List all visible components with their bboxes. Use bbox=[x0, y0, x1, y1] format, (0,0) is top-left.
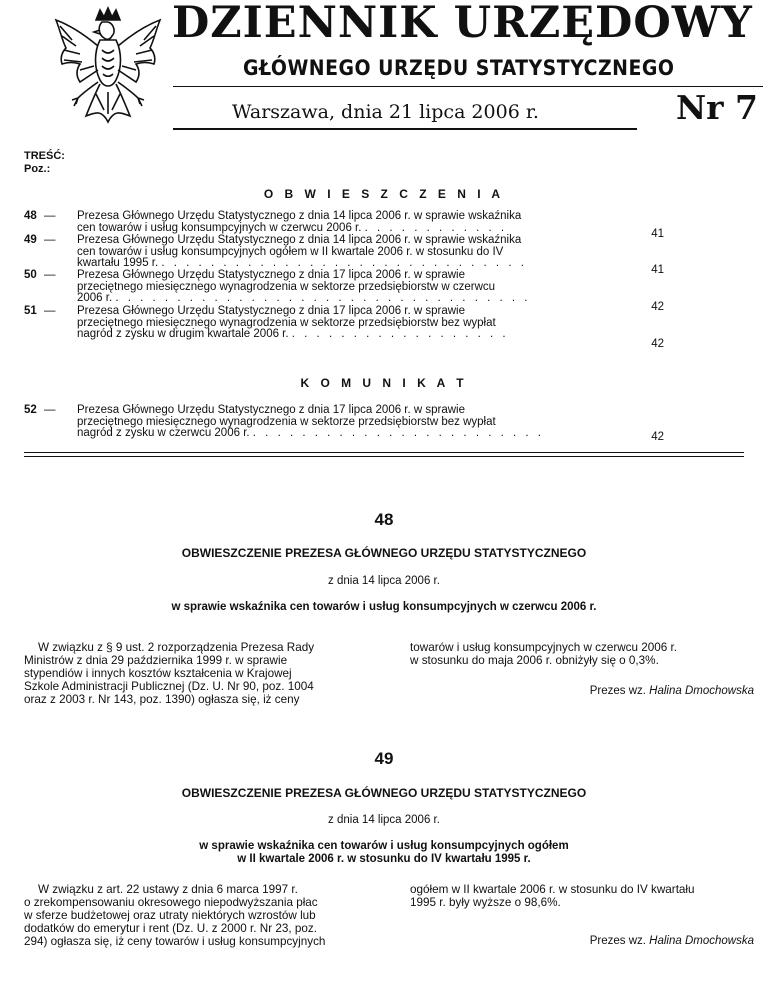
document-body-right bbox=[410, 883, 755, 909]
body-line: 1995 r. były wyższe o 98,6%. bbox=[410, 896, 561, 909]
toc-line: 2006 r. bbox=[77, 292, 113, 304]
toc-item-number: 51 bbox=[24, 305, 37, 317]
body-line: w stosunku do maja 2006 r. obniżyły się o 0,3%. bbox=[410, 654, 659, 667]
section-title-obwieszczenia: O B W I E S Z C Z E N I A bbox=[263, 187, 505, 201]
toc-leader-dots: . . . . . . . . . . . . . . . . . . . . . . . . bbox=[252, 427, 544, 439]
toc-leader-dots: . . . . . . . . . . . . bbox=[364, 221, 508, 234]
toc-item-dash: — bbox=[44, 404, 56, 416]
document-subject-line: w II kwartale 2006 r. w stosunku do IV kwartału 1995 r. bbox=[237, 853, 531, 865]
toc-page-number: 41 bbox=[651, 264, 664, 276]
toc-item-number: 52 bbox=[24, 404, 37, 416]
toc-item-dash: — bbox=[44, 210, 56, 222]
toc-item-number: 49 bbox=[24, 234, 37, 246]
toc-line: nagród z zysku w czerwcu 2006 r. bbox=[77, 427, 250, 439]
document-subject bbox=[0, 840, 768, 866]
toc-item-dash: — bbox=[44, 234, 56, 246]
body-line: stypendiów i innych kosztów kształcenia w Krajowej bbox=[24, 667, 292, 680]
body-line: o zrekompensowaniu okresowego niepodwyższania płac bbox=[24, 896, 318, 909]
toc-line: Prezesa Głównego Urzędu Statystycznego z dnia 17 lipca 2006 r. w sprawie bbox=[77, 404, 466, 416]
toc-item-text bbox=[77, 306, 613, 341]
body-line: 294) ogłasza się, iż ceny towarów i usług konsumpcyjnych bbox=[24, 935, 326, 948]
toc-item-text bbox=[77, 270, 613, 305]
toc-line: kwartału 1995 r. bbox=[77, 257, 159, 269]
masthead-underline bbox=[173, 128, 637, 130]
toc-line-last bbox=[77, 428, 613, 440]
contents-end-rule bbox=[24, 452, 744, 457]
signature-role: Prezes wz. bbox=[589, 935, 646, 947]
toc-page-number: 41 bbox=[651, 228, 664, 240]
toc-line-last bbox=[77, 293, 613, 305]
toc-page-number: 42 bbox=[651, 338, 664, 350]
polish-eagle-emblem-icon bbox=[50, 6, 166, 134]
document-body-left bbox=[24, 883, 390, 948]
body-line: W związku z art. 22 ustawy z dnia 6 marca 1997 r. bbox=[38, 883, 298, 896]
toc-line: Prezesa Głównego Urzędu Statystycznego z dnia 14 lipca 2006 r. w sprawie wskaźnika bbox=[77, 234, 522, 246]
document-heading: OBWIESZCZENIE PREZESA GŁÓWNEGO URZĘDU STATYSTYCZNEGO bbox=[181, 546, 587, 560]
toc-item-number: 50 bbox=[24, 269, 37, 281]
toc-line: Prezesa Głównego Urzędu Statystycznego z dnia 17 lipca 2006 r. w sprawie bbox=[77, 305, 466, 317]
signature-name: Halina Dmochowska bbox=[649, 935, 754, 947]
toc-item-dash: — bbox=[44, 305, 56, 317]
toc-line: przeciętnego miesięcznego wynagrodzenia w sektorze przedsiębiorstw w czerwcu bbox=[77, 280, 496, 293]
contents-poz-label: Poz.: bbox=[24, 163, 51, 175]
toc-page-number: 42 bbox=[651, 301, 664, 313]
toc-line: Prezesa Głównego Urzędu Statystycznego z dnia 14 lipca 2006 r. w sprawie wskaźnika bbox=[77, 210, 522, 222]
issue-number: Nr 7 bbox=[676, 88, 759, 127]
toc-item[interactable] bbox=[24, 405, 744, 445]
toc-item[interactable] bbox=[24, 305, 744, 350]
document-body-right bbox=[410, 641, 755, 667]
toc-item-text bbox=[77, 235, 613, 270]
body-line: w sferze budżetowej oraz utraty niektórych wzrostów lub bbox=[24, 909, 316, 922]
body-line: dodatków do emerytur i rent (Dz. U. z 2000 r. Nr 23, poz. bbox=[24, 922, 317, 935]
document-body-left bbox=[24, 641, 390, 706]
body-line: oraz z 2003 r. Nr 143, poz. 1390) ogłasza się, iż ceny bbox=[24, 693, 300, 706]
masthead-rule bbox=[173, 86, 763, 87]
toc-line: cen towarów i usług konsumpcyjnych ogółem w II kwartale 2006 r. w stosunku do IV bbox=[77, 245, 504, 258]
toc-line-last bbox=[77, 223, 613, 235]
document-subject-line: w sprawie wskaźnika cen towarów i usług konsumpcyjnych w czerwcu 2006 r. bbox=[171, 601, 597, 613]
toc-item-number: 48 bbox=[24, 210, 37, 222]
toc-item-text bbox=[77, 405, 613, 440]
toc-item-text bbox=[77, 211, 613, 234]
document-number: 48 bbox=[374, 510, 394, 529]
document-date: z dnia 14 lipca 2006 r. bbox=[328, 575, 440, 587]
toc-page-number: 42 bbox=[651, 431, 664, 443]
document-signature bbox=[590, 685, 754, 697]
body-line: Szkole Administracji Publicznej (Dz. U. Nr 90, poz. 1004 bbox=[24, 680, 314, 693]
signature-role: Prezes wz. bbox=[589, 685, 646, 697]
masthead-title: DZIENNIK URZĘDOWY bbox=[172, 0, 753, 48]
body-line: ogółem w II kwartale 2006 r. w stosunku do IV kwartału bbox=[410, 883, 695, 896]
document-signature bbox=[590, 935, 754, 947]
toc-line: Prezesa Głównego Urzędu Statystycznego z dnia 17 lipca 2006 r. w sprawie bbox=[77, 269, 466, 281]
toc-leader-dots: . . . . . . . . . . . . . . . . . . . . . . . . . . . . . . bbox=[161, 257, 527, 269]
toc-line-last bbox=[77, 258, 613, 270]
toc-item-dash: — bbox=[44, 269, 56, 281]
signature-name: Halina Dmochowska bbox=[649, 685, 754, 697]
section-title-komunikat: K O M U N I K A T bbox=[300, 376, 468, 390]
document-subject-line: w sprawie wskaźnika cen towarów i usług konsumpcyjnych ogółem bbox=[199, 840, 569, 852]
contents-title: TREŚĆ: bbox=[24, 150, 65, 162]
toc-leader-dots: . . . . . . . . . . . . . . . . . . . . . . . . . . . . . . . . . . bbox=[115, 292, 531, 304]
body-line: towarów i usług konsumpcyjnych w czerwcu 2006 r. bbox=[410, 641, 677, 654]
toc-leader-dots: . . . . . . . . . . . . . . . . . . bbox=[291, 328, 509, 340]
body-line: Ministrów z dnia 29 października 1999 r. w sprawie bbox=[24, 654, 288, 667]
document-subject bbox=[0, 601, 768, 614]
masthead-subtitle: GŁÓWNEGO URZĘDU STATYSTYCZNEGO bbox=[243, 56, 675, 80]
contents-heading bbox=[24, 150, 65, 176]
body-line: W związku z § 9 ust. 2 rozporządzenia Prezesa Rady bbox=[38, 641, 315, 654]
toc-line: przeciętnego miesięcznego wynagrodzenia w sektorze przedsiębiorstw bez wypłat bbox=[77, 316, 496, 329]
toc-line: cen towarów i usług konsumpcyjnych w czerwcu 2006 r. bbox=[77, 221, 362, 234]
toc-line: nagród z zysku w drugim kwartale 2006 r. bbox=[77, 328, 289, 340]
document-heading: OBWIESZCZENIE PREZESA GŁÓWNEGO URZĘDU STATYSTYCZNEGO bbox=[181, 786, 587, 800]
issue-place-date: Warszawa, dnia 21 lipca 2006 r. bbox=[232, 101, 539, 123]
toc-line-last bbox=[77, 329, 613, 341]
toc-line: przeciętnego miesięcznego wynagrodzenia w sektorze przedsiębiorstw bez wypłat bbox=[77, 415, 496, 428]
document-date: z dnia 14 lipca 2006 r. bbox=[328, 814, 440, 826]
document-number: 49 bbox=[374, 749, 394, 768]
